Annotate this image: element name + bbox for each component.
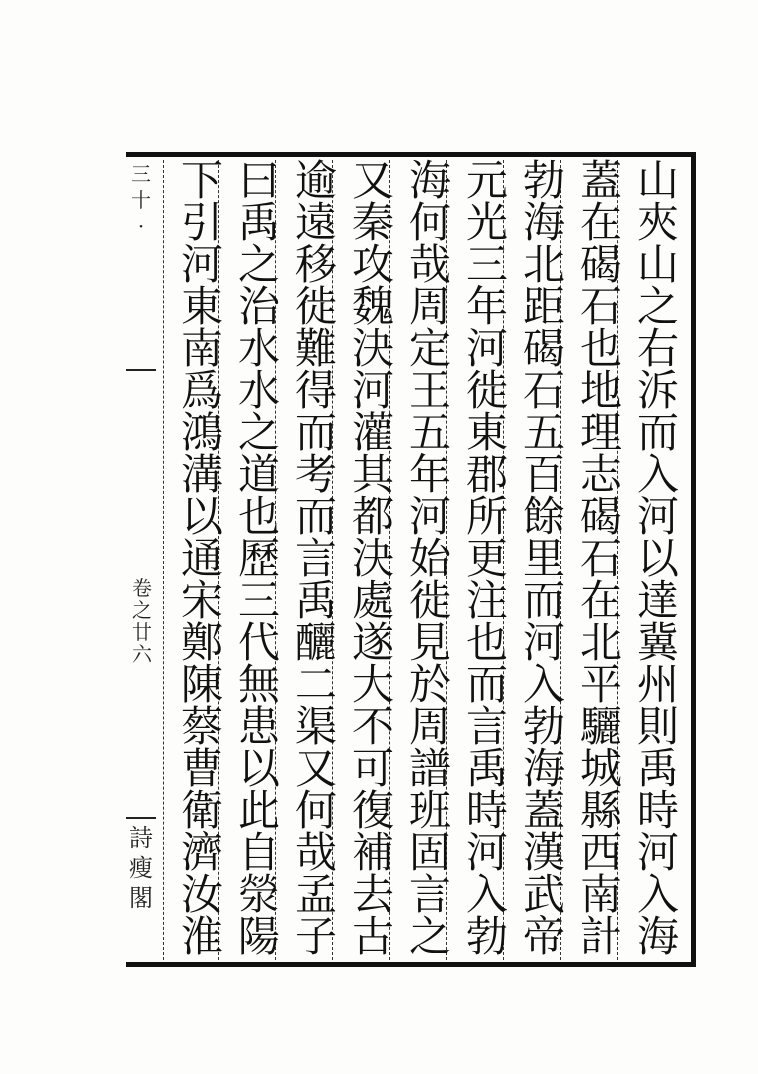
glyph: 溝: [180, 450, 223, 499]
glyph: 南: [180, 324, 223, 373]
glyph: 驪: [579, 702, 622, 751]
glyph: 治: [237, 282, 280, 331]
glyph: 碣: [579, 240, 622, 289]
glyph: 去: [351, 870, 394, 919]
glyph: 秦: [351, 198, 394, 247]
glyph: 年: [465, 282, 508, 331]
glyph: 東: [465, 408, 508, 457]
glyph: 碣: [522, 324, 565, 373]
glyph: 徙: [408, 576, 451, 625]
glyph: 大: [351, 660, 394, 709]
glyph: 則: [636, 702, 679, 751]
glyph: 縣: [579, 786, 622, 835]
glyph: 古: [351, 912, 394, 961]
glyph: 歷: [237, 534, 280, 583]
glyph: 碣: [579, 492, 622, 541]
glyph: 何: [408, 198, 451, 247]
glyph: 之: [636, 282, 679, 331]
glyph: 引: [180, 198, 223, 247]
glyph: 志: [579, 450, 622, 499]
glyph: 患: [237, 702, 280, 751]
glyph: 復: [351, 786, 394, 835]
glyph: 河: [522, 618, 565, 667]
glyph: 爲: [180, 366, 223, 415]
glyph: 更: [465, 534, 508, 583]
glyph: 淮: [180, 912, 223, 961]
glyph: 平: [579, 660, 622, 709]
glyph: 班: [408, 786, 451, 835]
glyph: 都: [351, 492, 394, 541]
glyph: 勃: [522, 702, 565, 751]
glyph: 又: [351, 156, 394, 205]
glyph: 州: [636, 660, 679, 709]
glyph: 城: [579, 744, 622, 793]
glyph: 勃: [522, 156, 565, 205]
glyph: 百: [522, 450, 565, 499]
glyph: 河: [636, 828, 679, 877]
glyph: 時: [636, 786, 679, 835]
glyph: 而: [522, 576, 565, 625]
text-column-5: [402, 156, 458, 961]
glyph: 石: [522, 366, 565, 415]
glyph: 三: [465, 240, 508, 289]
glyph: 考: [294, 450, 337, 499]
glyph: 難: [294, 324, 337, 373]
glyph: 攻: [351, 240, 394, 289]
glyph: 海: [408, 156, 451, 205]
glyph: 徙: [465, 366, 508, 415]
glyph: 其: [351, 450, 394, 499]
glyph: 石: [579, 282, 622, 331]
glyph: 東: [180, 282, 223, 331]
text-column-3: [516, 156, 572, 961]
text-column-4: [459, 156, 515, 961]
glyph: 蓋: [579, 156, 622, 205]
glyph: 入: [522, 660, 565, 709]
glyph: 決: [351, 324, 394, 373]
glyph: 海: [522, 198, 565, 247]
glyph: 時: [465, 786, 508, 835]
glyph: 山: [636, 156, 679, 205]
text-column-8: [231, 156, 287, 961]
glyph: 泝: [636, 366, 679, 415]
glyph: 二: [294, 660, 337, 709]
glyph: 北: [522, 240, 565, 289]
glyph: 距: [522, 282, 565, 331]
glyph: 夾: [636, 198, 679, 247]
glyph: 蔡: [180, 702, 223, 751]
glyph: 可: [351, 744, 394, 793]
glyph: 達: [636, 576, 679, 625]
glyph: 言: [294, 534, 337, 583]
glyph: 在: [579, 198, 622, 247]
glyph: 渠: [294, 702, 337, 751]
glyph: 滎: [237, 870, 280, 919]
glyph: 濟: [180, 828, 223, 877]
glyph: 北: [579, 618, 622, 667]
glyph: 哉: [294, 828, 337, 877]
glyph: 哉: [408, 240, 451, 289]
glyph: 也: [465, 618, 508, 667]
glyph: 河: [408, 492, 451, 541]
glyph: 而: [294, 492, 337, 541]
glyph: 決: [351, 534, 394, 583]
glyph: 五: [408, 408, 451, 457]
glyph: 遂: [351, 618, 394, 667]
glyph: 曰: [237, 156, 280, 205]
glyph: 河: [351, 366, 394, 415]
glyph: 之: [237, 240, 280, 289]
glyph: 禹: [465, 744, 508, 793]
glyph: 始: [408, 534, 451, 583]
glyph: 年: [408, 450, 451, 499]
glyph: 河: [465, 828, 508, 877]
glyph: 何: [294, 786, 337, 835]
margin-top-marks: 三 十 ·: [131, 162, 151, 238]
glyph: 通: [180, 534, 223, 583]
glyph: 也: [237, 492, 280, 541]
glyph: 得: [294, 366, 337, 415]
glyph: 移: [294, 240, 337, 289]
glyph: 也: [579, 324, 622, 373]
glyph: 以: [636, 534, 679, 583]
text-column-1: [630, 156, 686, 961]
glyph: 孟: [294, 870, 337, 919]
glyph: 地: [579, 366, 622, 415]
glyph: 河: [465, 324, 508, 373]
glyph: 武: [522, 870, 565, 919]
glyph: 徙: [294, 282, 337, 331]
glyph: 衛: [180, 786, 223, 835]
glyph: 汝: [180, 870, 223, 919]
column-rule: [163, 160, 165, 960]
glyph: 水: [237, 366, 280, 415]
glyph: 以: [180, 492, 223, 541]
glyph: 禹: [636, 744, 679, 793]
glyph: 河: [180, 240, 223, 289]
glyph: 海: [522, 744, 565, 793]
glyph: 里: [522, 534, 565, 583]
glyph: 理: [579, 408, 622, 457]
glyph: 言: [408, 870, 451, 919]
glyph: 三: [237, 576, 280, 625]
glyph: 光: [465, 198, 508, 247]
glyph: 石: [579, 534, 622, 583]
glyph: 而: [465, 660, 508, 709]
margin-divider: [126, 369, 156, 371]
glyph: 鴻: [180, 408, 223, 457]
glyph: 西: [579, 828, 622, 877]
glyph: 道: [237, 450, 280, 499]
glyph: 入: [636, 870, 679, 919]
glyph: 禹: [237, 198, 280, 247]
glyph: 陽: [237, 912, 280, 961]
glyph: 入: [636, 450, 679, 499]
text-column-6: [345, 156, 401, 961]
glyph: 餘: [522, 492, 565, 541]
glyph: 周: [408, 282, 451, 331]
text-column-2: [573, 156, 629, 961]
glyph: 右: [636, 324, 679, 373]
glyph: 冀: [636, 618, 679, 667]
glyph: 蓋: [522, 786, 565, 835]
glyph: 見: [408, 618, 451, 667]
glyph: 入: [465, 870, 508, 919]
glyph: 勃: [465, 912, 508, 961]
glyph: 子: [294, 912, 337, 961]
glyph: 不: [351, 702, 394, 751]
glyph: 河: [636, 492, 679, 541]
glyph: 郡: [465, 450, 508, 499]
glyph: 南: [579, 870, 622, 919]
glyph: 無: [237, 660, 280, 709]
glyph: 漢: [522, 828, 565, 877]
glyph: 曹: [180, 744, 223, 793]
glyph: 於: [408, 660, 451, 709]
glyph: 逾: [294, 156, 337, 205]
glyph: 周: [408, 702, 451, 751]
glyph: 之: [237, 408, 280, 457]
glyph: 禹: [294, 576, 337, 625]
book-title: 詩 瘦 閣: [126, 817, 156, 913]
glyph: 所: [465, 492, 508, 541]
glyph: 灌: [351, 408, 394, 457]
glyph: 鄭: [180, 618, 223, 667]
glyph: 譜: [408, 744, 451, 793]
glyph: 言: [465, 702, 508, 751]
glyph: 此: [237, 786, 280, 835]
glyph: 之: [408, 912, 451, 961]
glyph: 陳: [180, 660, 223, 709]
glyph: 補: [351, 828, 394, 877]
glyph: 在: [579, 576, 622, 625]
glyph: 又: [294, 744, 337, 793]
glyph: 帝: [522, 912, 565, 961]
glyph: 下: [180, 156, 223, 205]
glyph: 注: [465, 576, 508, 625]
margin-strip: [120, 157, 162, 962]
glyph: 山: [636, 240, 679, 289]
glyph: 水: [237, 324, 280, 373]
glyph: 宋: [180, 576, 223, 625]
text-column-7: [288, 156, 344, 961]
juan-label: 卷 之 廿 六: [132, 576, 152, 666]
glyph: 定: [408, 324, 451, 373]
glyph: 海: [636, 912, 679, 961]
glyph: 而: [636, 408, 679, 457]
glyph: 計: [579, 912, 622, 961]
glyph: 五: [522, 408, 565, 457]
glyph: 釃: [294, 618, 337, 667]
glyph: 魏: [351, 282, 394, 331]
glyph: 固: [408, 828, 451, 877]
text-column-9: [174, 156, 230, 961]
glyph: 王: [408, 366, 451, 415]
glyph: 處: [351, 576, 394, 625]
glyph: 代: [237, 618, 280, 667]
glyph: 自: [237, 828, 280, 877]
glyph: 以: [237, 744, 280, 793]
glyph: 遠: [294, 198, 337, 247]
glyph: 元: [465, 156, 508, 205]
glyph: 而: [294, 408, 337, 457]
